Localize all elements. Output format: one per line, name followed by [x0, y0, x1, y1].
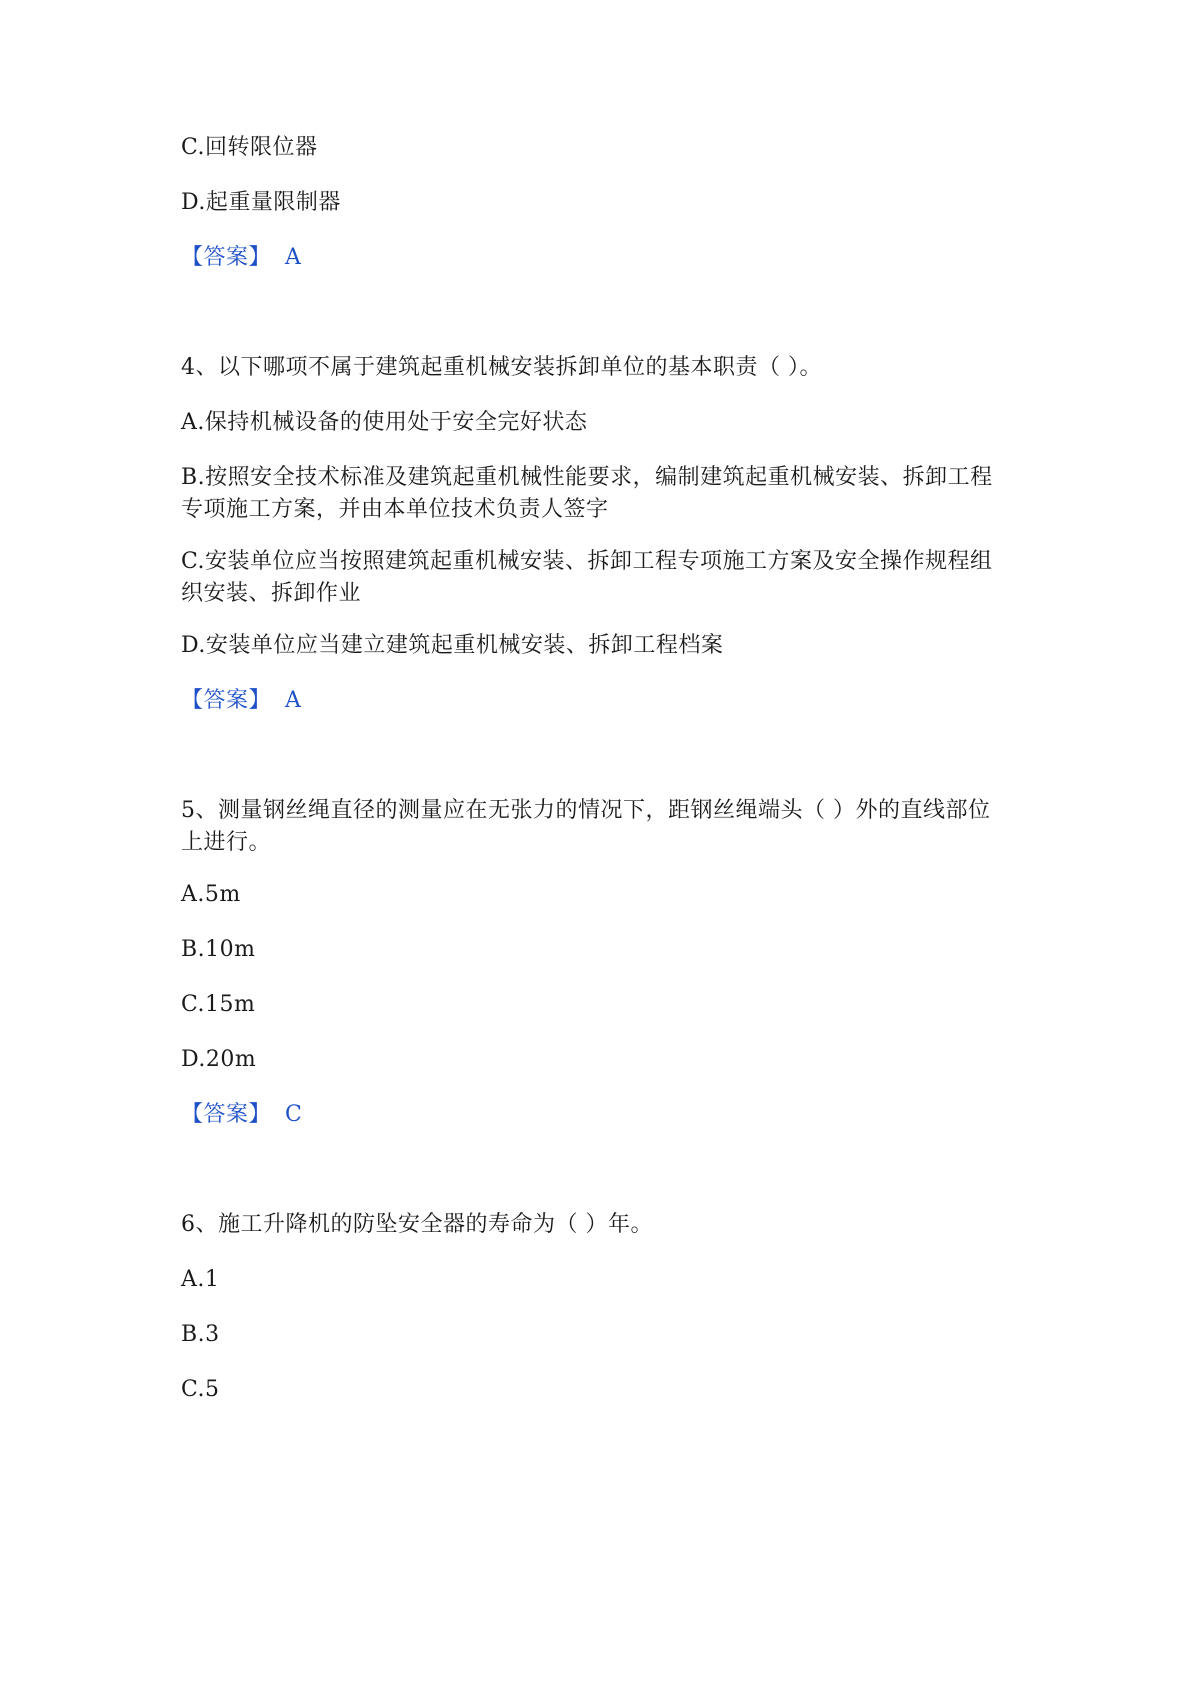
answer-label: 【答案】 — [181, 245, 272, 270]
answer-label: 【答案】 — [181, 1102, 272, 1127]
q4-stem: 4、以下哪项不属于建筑起重机械安装拆卸单位的基本职责（ ）。 — [181, 355, 822, 380]
answer-label: 【答案】 — [181, 688, 272, 713]
q6-option-a: A.1 — [181, 1267, 220, 1292]
q4-option-b: B.按照安全技术标准及建筑起重机械性能要求，编制建筑起重机械安装、拆卸工程专项施工方案，并由本单位技术负责人签字 — [181, 465, 993, 522]
q4-answer — [181, 685, 1011, 717]
q4-option-c: C.安装单位应当按照建筑起重机械安装、拆卸工程专项施工方案及安全操作规程组织安装、拆卸作业 — [181, 549, 993, 606]
q5-option-a: A.5m — [181, 882, 241, 907]
q4-option-a: A.保持机械设备的使用处于安全完好状态 — [181, 410, 588, 435]
prev-answer — [181, 242, 1011, 274]
q5-option-d: D.20m — [181, 1047, 257, 1072]
prev-option-c: C.回转限位器 — [181, 135, 318, 160]
answer-value: A — [285, 245, 302, 270]
q6-stem: 6、施工升降机的防坠安全器的寿命为（ ）年。 — [181, 1212, 653, 1237]
prev-option-d: D.起重量限制器 — [181, 190, 341, 215]
q5-option-b: B.10m — [181, 937, 256, 962]
q5-option-c: C.15m — [181, 992, 256, 1017]
q6-option-c: C.5 — [181, 1377, 220, 1402]
q5-answer — [181, 1099, 1011, 1131]
q5-stem: 5、测量钢丝绳直径的测量应在无张力的情况下，距钢丝绳端头（ ）外的直线部位上进行。 — [181, 798, 991, 855]
answer-value: C — [285, 1102, 303, 1127]
answer-value: A — [285, 688, 302, 713]
q4-option-d: D.安装单位应当建立建筑起重机械安装、拆卸工程档案 — [181, 633, 724, 658]
q6-option-b: B.3 — [181, 1322, 220, 1347]
